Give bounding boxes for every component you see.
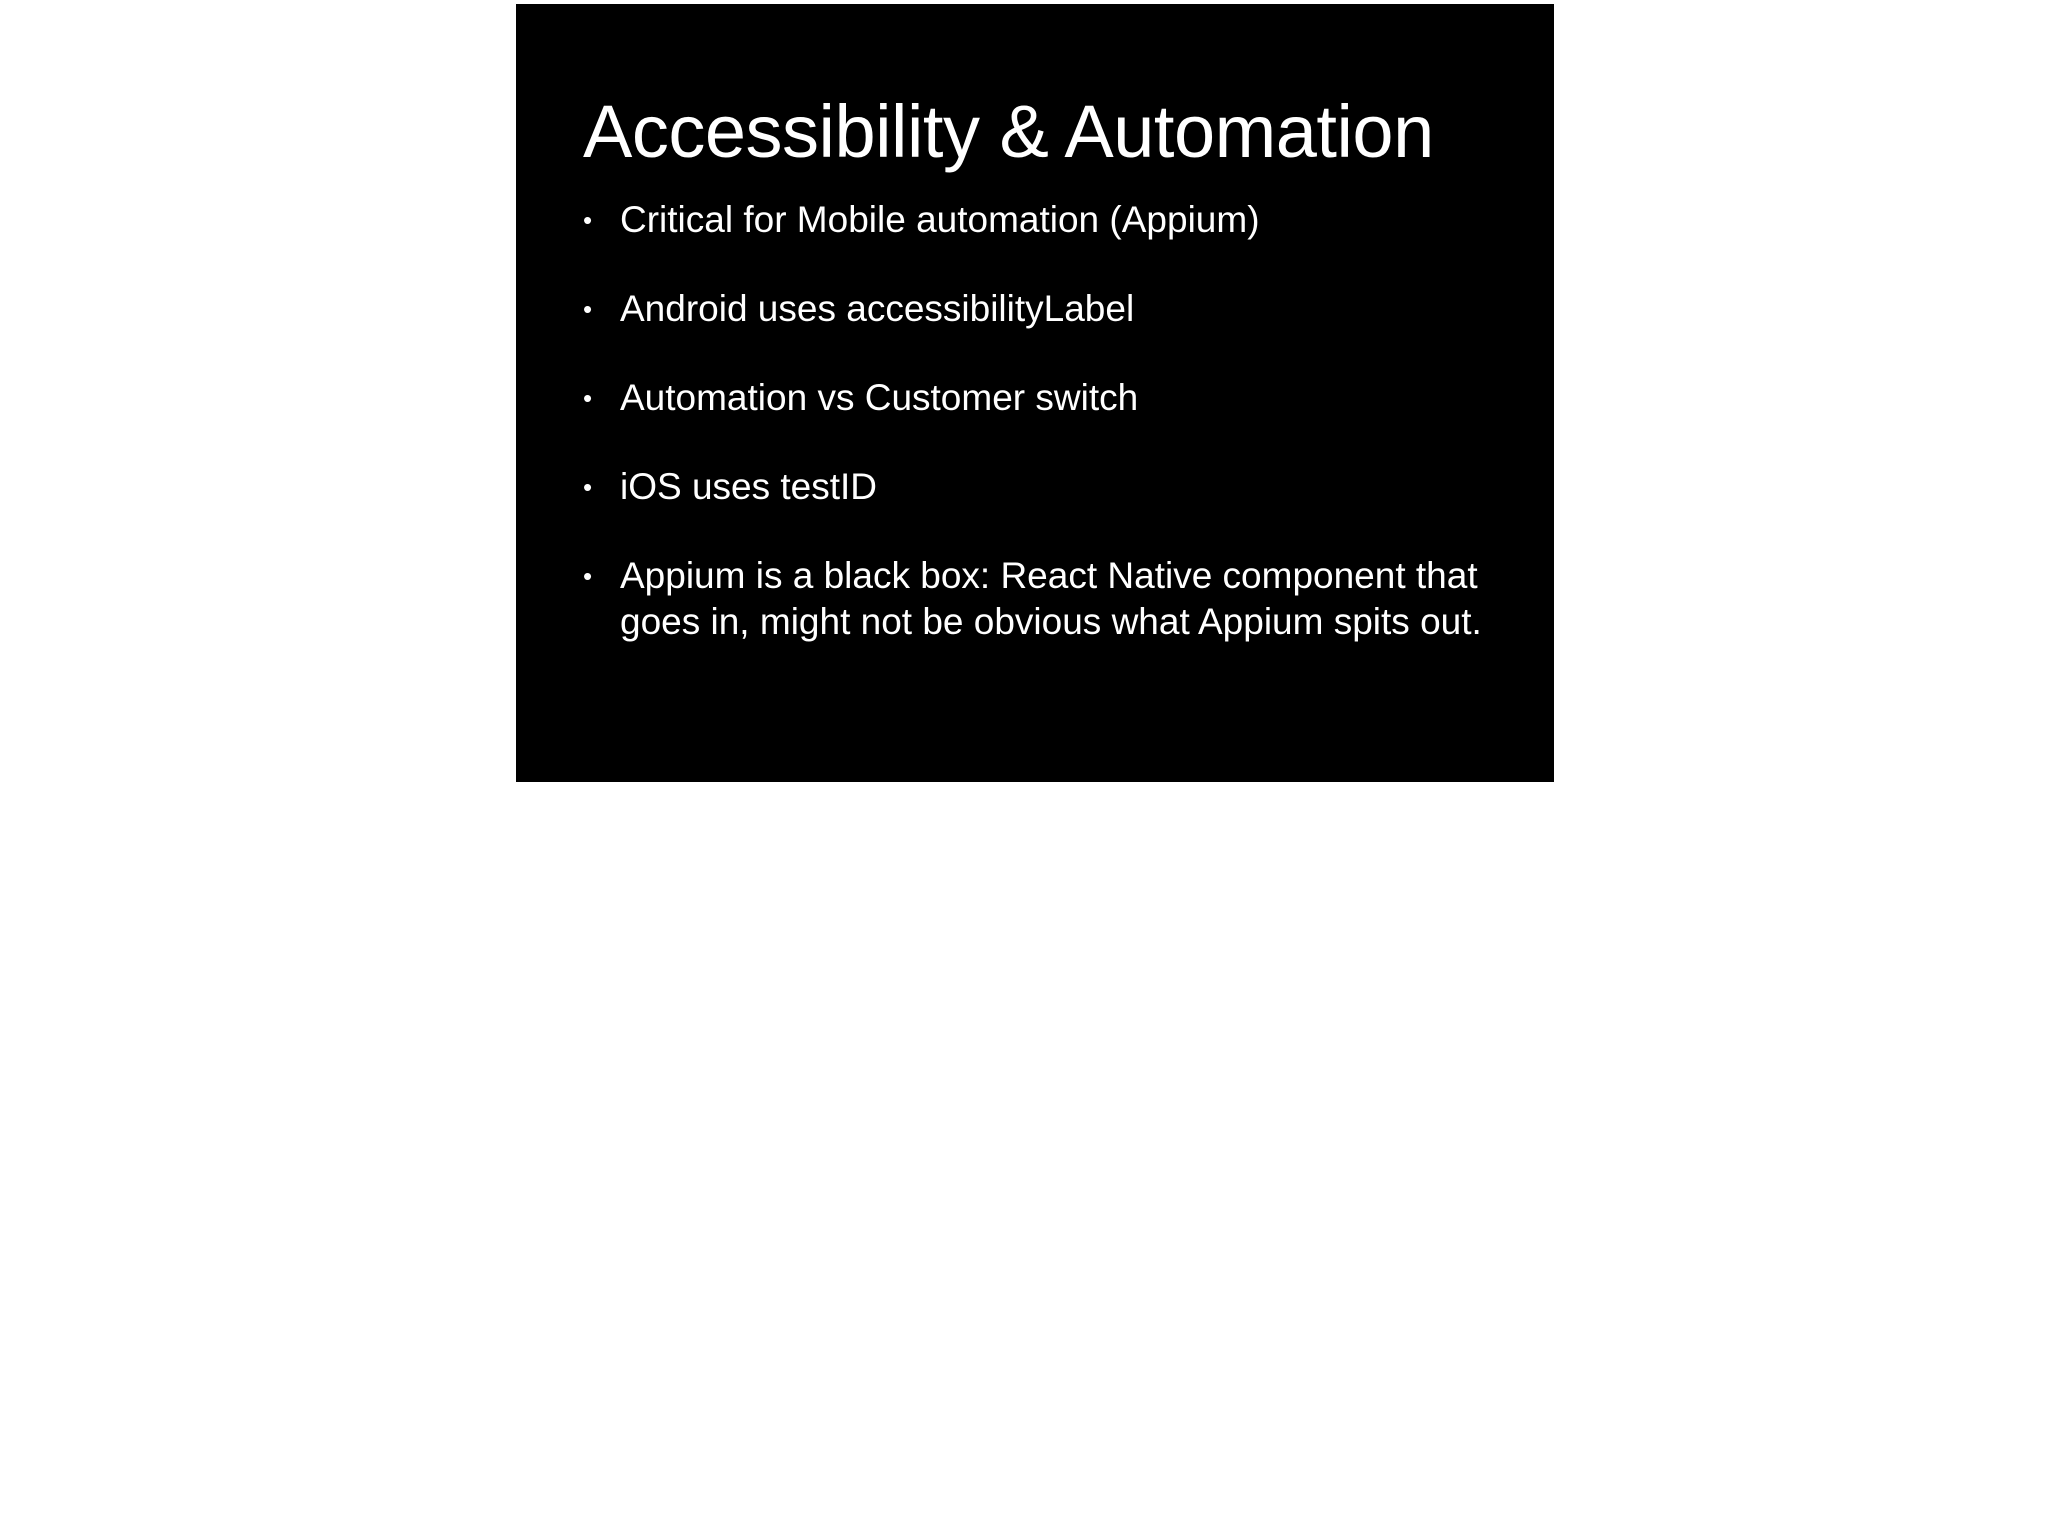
bullet-text: Critical for Mobile automation (Appium) (620, 199, 1260, 240)
slide-title: Accessibility & Automation (583, 90, 1434, 173)
bullet-marker: • (583, 294, 593, 324)
bullet-item (583, 286, 1503, 332)
bullet-list (583, 197, 1503, 688)
bullet-marker: • (583, 205, 593, 235)
bullet-marker: • (583, 561, 593, 591)
bullet-text: Automation vs Customer switch (620, 377, 1139, 418)
bullet-text: Appium is a black box: React Native component that goes in, might not be obvious what Appium spits out. (620, 555, 1482, 642)
bullet-item (583, 553, 1503, 645)
slide (516, 4, 1554, 782)
bullet-marker: • (583, 383, 593, 413)
bullet-text: iOS uses testID (620, 466, 878, 507)
bullet-item (583, 464, 1503, 510)
bullet-marker: • (583, 472, 593, 502)
bullet-text: Android uses accessibilityLabel (620, 288, 1135, 329)
bullet-item (583, 197, 1503, 243)
bullet-item (583, 375, 1503, 421)
